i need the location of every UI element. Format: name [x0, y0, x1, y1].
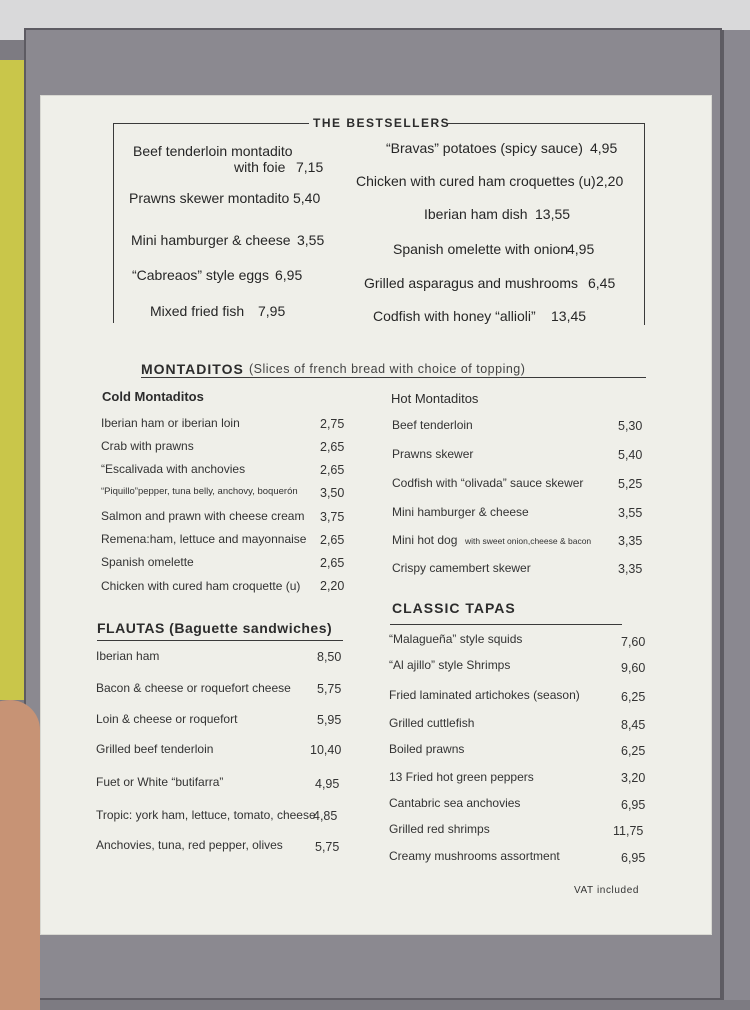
bestsellers-title: THE BESTSELLERS [313, 116, 451, 130]
menu-item-price: 5,75 [315, 840, 340, 854]
menu-item-price: 6,95 [621, 851, 646, 865]
menu-item-name: Tropic: york ham, lettuce, tomato, cheese [96, 808, 316, 822]
bestseller-item-price: 6,95 [275, 267, 303, 283]
bestseller-item-name: Beef tenderloin montadito [133, 143, 293, 159]
menu-item-name: Anchovies, tuna, red pepper, olives [96, 838, 283, 852]
menu-item-price: 3,35 [618, 562, 643, 576]
menu-item-name: “Malagueña” style squids [389, 632, 523, 646]
menu-item-name: “Al ajillo” style Shrimps [389, 658, 511, 672]
bestseller-item-name: Codfish with honey “allioli” [373, 308, 536, 324]
menu-item-price: 5,95 [317, 713, 342, 727]
bestseller-item-name: Prawns skewer montadito [129, 190, 290, 206]
menu-item-price: 11,75 [613, 824, 644, 838]
bestseller-item-price: 7,15 [296, 159, 324, 175]
menu-item-name: Cantabric sea anchovies [389, 796, 521, 810]
menu-item-price: 6,95 [621, 798, 646, 812]
menu-item-price: 2,20 [320, 579, 345, 593]
flautas-rule [97, 640, 343, 641]
menu-item-price: 5,25 [618, 477, 643, 491]
menu-item-price: 8,50 [317, 650, 342, 664]
bestseller-item-name: with foie [234, 159, 286, 175]
menu-item-name: Grilled beef tenderloin [96, 742, 214, 756]
menu-item-price: 4,95 [315, 777, 340, 791]
bestseller-item-name: “Cabreaos” style eggs [132, 267, 269, 283]
menu-item-price: 2,65 [320, 440, 345, 454]
menu-page [40, 95, 712, 935]
menu-item-price: 2,65 [320, 556, 345, 570]
menu-item-price: 10,40 [310, 743, 342, 757]
bestseller-item-name: Grilled asparagus and mushrooms [364, 275, 578, 291]
bestseller-item-name: Mini hamburger & cheese [131, 232, 291, 248]
bestseller-item-price: 4,95 [567, 241, 595, 257]
menu-item-price: 9,60 [621, 661, 646, 675]
bestseller-item-price: 6,45 [588, 275, 616, 291]
menu-item-name: Crispy camembert skewer [392, 561, 531, 575]
menu-item-price: 5,75 [317, 682, 342, 696]
menu-item-name: Spanish omelette [101, 555, 194, 569]
menu-item-price: 3,75 [320, 510, 345, 524]
montaditos-title: MONTADITOS [141, 361, 244, 377]
bestseller-item-name: Chicken with cured ham croquettes (u) [356, 173, 596, 189]
menu-item-name: Grilled red shrimps [389, 822, 490, 836]
menu-item-name: “Escalivada with anchovies [101, 462, 246, 476]
montaditos-subtitle: (Slices of french bread with choice of topping) [249, 362, 526, 376]
menu-item-name: Creamy mushrooms assortment [389, 849, 560, 863]
menu-item-name: Mini hot dog [392, 533, 458, 547]
classic-tapas-title: CLASSIC TAPAS [392, 600, 516, 616]
bestseller-item-price: 2,20 [596, 173, 624, 189]
menu-item-price: 8,45 [621, 718, 646, 732]
flautas-title: FLAUTAS (Baguette sandwiches) [97, 620, 333, 636]
menu-item-name: Mini hamburger & cheese [392, 505, 529, 519]
adjacent-menu-holder [722, 30, 750, 1000]
bestsellers-box-top-left [113, 123, 309, 124]
bestseller-item-price: 4,95 [590, 140, 618, 156]
bestseller-item-price: 13,45 [551, 308, 587, 324]
bestsellers-box-left [113, 123, 114, 323]
cold-montaditos-title: Cold Montaditos [102, 389, 204, 404]
menu-item-name: Grilled cuttlefish [389, 716, 475, 730]
menu-item-price: 3,55 [618, 506, 643, 520]
bestseller-item-price: 13,55 [535, 206, 571, 222]
menu-item-note: with sweet onion,cheese & bacon [465, 536, 592, 546]
montaditos-rule [141, 377, 646, 378]
menu-item-name: 13 Fried hot green peppers [389, 770, 534, 784]
vat-note: VAT included [574, 885, 640, 896]
bestseller-item-name: Mixed fried fish [150, 303, 245, 319]
menu-item-name: Salmon and prawn with cheese cream [101, 509, 305, 523]
bestseller-item-name: Iberian ham dish [424, 206, 528, 222]
menu-item-name: Boiled prawns [389, 742, 465, 756]
menu-item-name: Remena:ham, lettuce and mayonnaise [101, 532, 307, 546]
bestseller-item-price: 5,40 [293, 190, 321, 206]
menu-item-name: Fried laminated artichokes (season) [389, 688, 580, 702]
classic-tapas-rule [390, 624, 622, 625]
menu-item-name: Iberian ham [96, 649, 160, 663]
menu-item-name: Codfish with “olivada” sauce skewer [392, 476, 584, 490]
menu-item-price: 4,85 [313, 809, 338, 823]
bestseller-item-name: Spanish omelette with onion [393, 241, 569, 257]
menu-item-name: Chicken with cured ham croquette (u) [101, 579, 301, 593]
menu-item-price: 2,75 [320, 417, 345, 431]
hand [0, 700, 40, 1010]
bestseller-item-price: 7,95 [258, 303, 286, 319]
menu-item-name: Beef tenderloin [392, 418, 473, 432]
menu-item-price: 3,20 [621, 771, 646, 785]
menu-item-price: 3,35 [618, 534, 643, 548]
menu-item-name: Crab with prawns [101, 439, 194, 453]
menu-item-price: 7,60 [621, 635, 646, 649]
menu-item-name: Bacon & cheese or roquefort cheese [96, 681, 291, 695]
bestsellers-box-top-right [448, 123, 644, 124]
menu-item-price: 5,40 [618, 448, 643, 462]
bestseller-item-name: “Bravas” potatoes (spicy sauce) [386, 140, 583, 156]
menu-item-name: Prawns skewer [392, 447, 474, 461]
menu-item-name: Loin & cheese or roquefort [96, 712, 238, 726]
menu-item-name: “Piquillo”pepper, tuna belly, anchovy, boquerón [101, 486, 298, 497]
menu-item-name: Iberian ham or iberian loin [101, 416, 240, 430]
bestseller-item-price: 3,55 [297, 232, 325, 248]
hot-montaditos-title: Hot Montaditos [391, 391, 479, 406]
menu-item-price: 2,65 [320, 533, 345, 547]
menu-item-price: 3,50 [320, 486, 345, 500]
menu-item-price: 6,25 [621, 690, 646, 704]
menu-item-price: 6,25 [621, 744, 646, 758]
menu-item-price: 2,65 [320, 463, 345, 477]
menu-item-price: 5,30 [618, 419, 643, 433]
menu-item-name: Fuet or White “butifarra” [96, 775, 224, 789]
bestsellers-box-right [644, 123, 645, 325]
